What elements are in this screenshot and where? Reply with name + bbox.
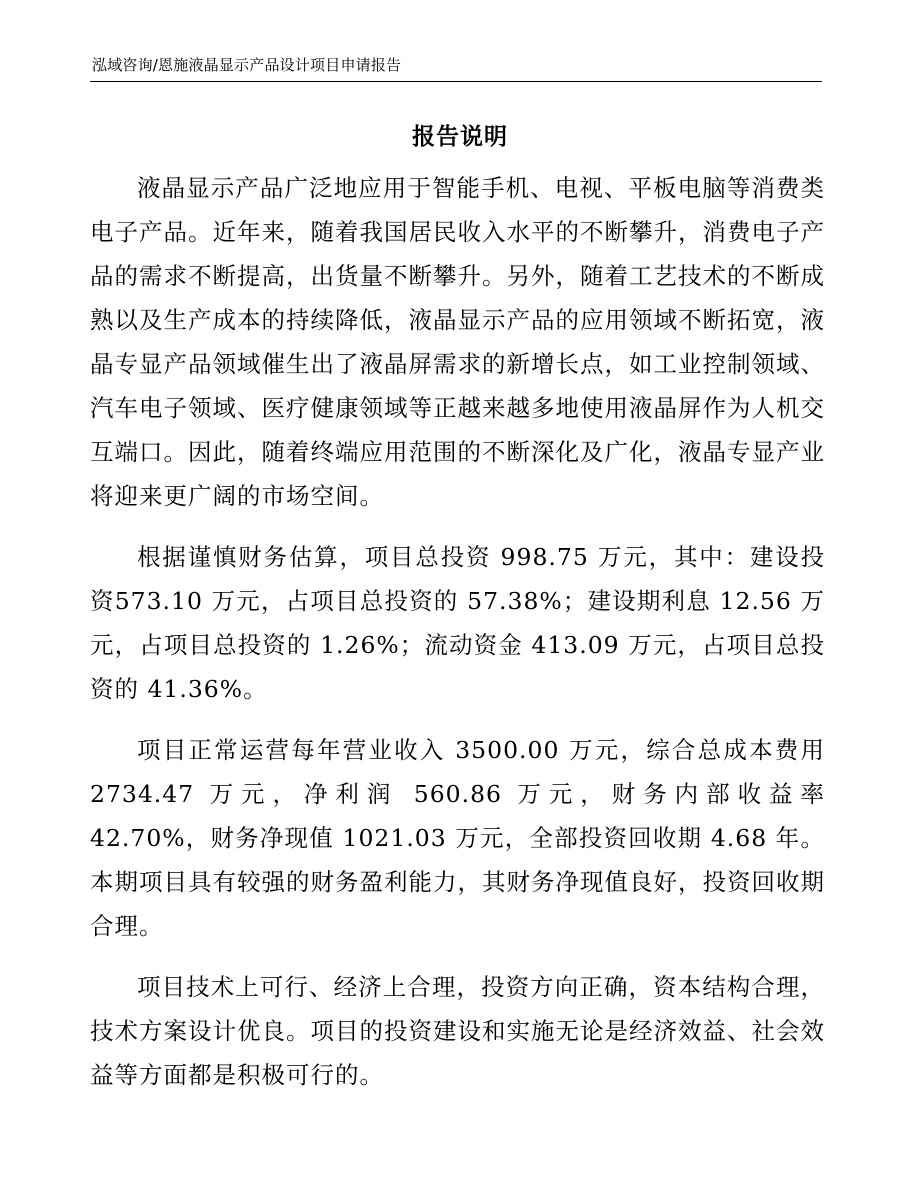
paragraph-market-background: 液晶显示产品广泛地应用于智能手机、电视、平板电脑等消费类电子产品。近年来，随着我国居民收入水平的不断攀升，消费电子产品的需求不断提高，出货量不断攀升。另外，随着工艺技术的不断成熟以及生产成本的持续降低，液晶显示产品的应用领域不断拓宽，液晶专显产品领域催生出了液晶屏需求的新增长点，如工业控制领域、汽车电子领域、医疗健康领域等正越来越多地使用液晶屏作为人机交互端口。因此，随着终端应用范围的不断深化及广化，液晶专显产业将迎来更广阔的市场空间。 — [90, 174, 825, 510]
page-title: 报告说明 — [412, 124, 508, 150]
paragraph-investment-estimate: 根据谨慎财务估算，项目总投资 998.75 万元，其中：建设投资573.10 万元，占项目总投资的 57.38%；建设期利息 12.56 万元，占项目总投资的 1.26%；流动资金 413.09 万元，占项目总投资的 41.36%。 — [90, 543, 825, 703]
paragraph-feasibility-conclusion: 项目技术上可行、经济上合理，投资方向正确，资本结构合理，技术方案设计优良。项目的投资建设和实施无论是经济效益、社会效益等方面都是积极可行的。 — [90, 973, 825, 1089]
running-header: 泓域咨询/恩施液晶显示产品设计项目申请报告 — [92, 56, 402, 74]
paragraph-financial-returns: 项目正常运营每年营业收入 3500.00 万元，综合总成本费用2734.47 万元，净利润 560.86 万元，财务内部收益率 42.70%，财务净现值 1021.03 万元，全部投资回收期 4.68 年。本期项目具有较强的财务盈利能力，其财务净现值良好，投资回收期合理。 — [90, 736, 825, 940]
report-body — [90, 166, 825, 1114]
header-divider — [90, 81, 822, 82]
